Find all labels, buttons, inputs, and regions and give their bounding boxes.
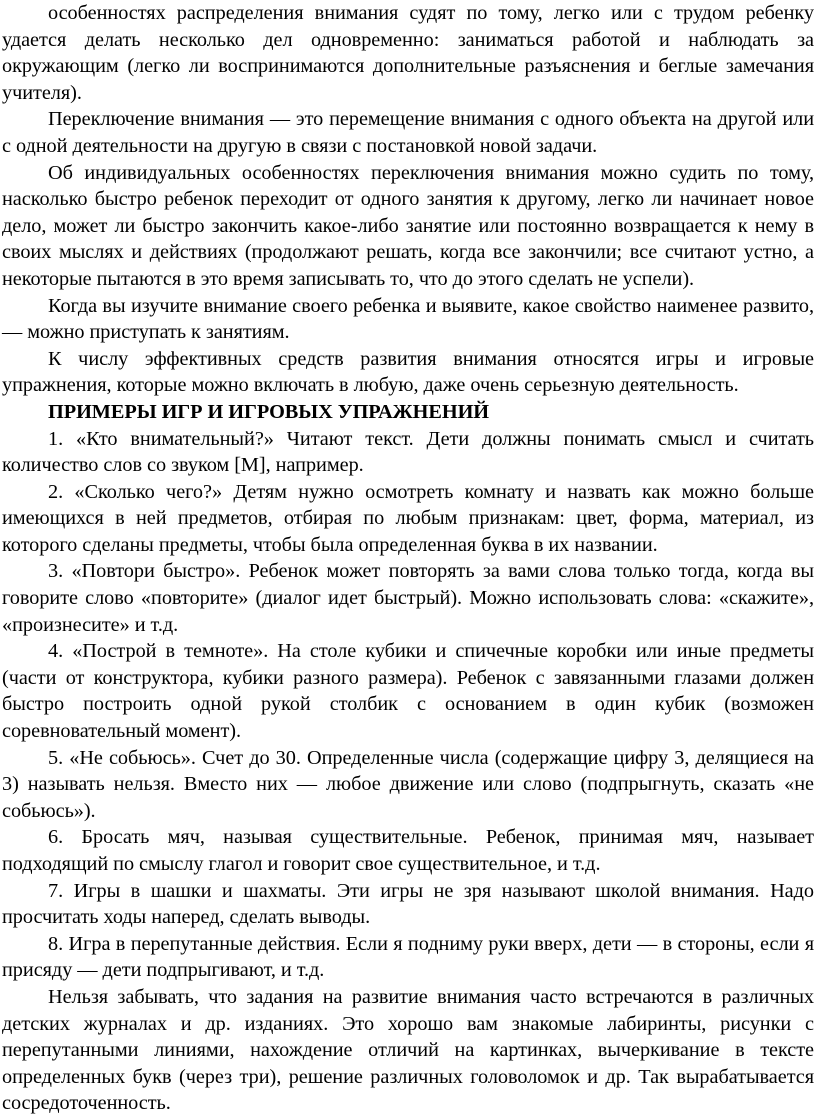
section-heading: ПРИМЕРЫ ИГР И ИГРОВЫХ УПРАЖНЕНИЙ — [48, 400, 490, 423]
paragraph-switching-features: Об индивидуальных особенностях переключения внимания можно судить по тому, насколько быстро ребенок переходит от одного занятия к другому, легко ли начинает новое дело, может ли быстро закончить какое-либо занятие или постоянно возвращается к нему в своих мыслях и действиях (продолжают решать, когда все закончили; все считают устно, а некоторые пытаются в это время записывать то, что до этого сделать не успели). — [2, 161, 814, 290]
paragraph-closing: Нельзя забывать, что задания на развитие внимания часто встречаются в различных детских журналах и др. изданиях. Это хорошо вам знакомые лабиринты, рисунки с перепутанными линиями, нахождение отличий на картинках, вычеркивание в тексте определенных букв (через три), решение различных головоломок и др. Так вырабатывается сосредоточенность. — [2, 985, 814, 1115]
list-item-6: 6. Бросать мяч, называя существительные. Ребенок, принимая мяч, называет подходящий по смыслу глагол и говорит свое существительное, и т.д. — [2, 826, 814, 875]
list-item-7: 7. Игры в шашки и шахматы. Эти игры не зря называют школой внимания. Надо просчитать ходы наперед, сделать выводы. — [2, 879, 814, 929]
paragraph-distribution: особенностях распределения внимания судят по тому, легко или с трудом ребенку удается делать несколько дел одновременно: заниматься работой и наблюдать за окружающим (легко ли воспринимаются дополнительные разъяснения и беглые замечания учителя). — [2, 2, 814, 104]
paragraph-games-effective: К числу эффективных средств развития внимания относятся игры и игровые упражнения, которые можно включать в любую, даже очень серьезную деятельность. — [2, 347, 814, 397]
paragraph-switching-definition: Переключение внимания — это перемещение внимания с одного объекта на другой или с одной деятельности на другую в связи с постановкой новой задачи. — [2, 108, 814, 157]
list-item-8: 8. Игра в перепутанные действия. Если я подниму руки вверх, дети — в стороны, если я присяду — дети подпрыгивают, и т.д. — [2, 932, 814, 982]
list-item-2: 2. «Сколько чего?» Детям нужно осмотреть комнату и назвать как можно больше имеющихся в ней предметов, отбирая по любым признакам: цвет, форма, материал, из которого сделаны предметы, чтобы была определенная буква в их названии. — [2, 480, 814, 556]
paragraph-start-lessons: Когда вы изучите внимание своего ребенка и выявите, какое свойство наименее развито, — можно приступать к занятиям. — [2, 294, 814, 344]
list-item-1: 1. «Кто внимательный?» Читают текст. Дети должны понимать смысл и считать количество слов со звуком [М], например. — [2, 427, 814, 477]
list-item-3: 3. «Повтори быстро». Ребенок может повторять за вами слова только тогда, когда вы говорите слово «повторите» (диалог идет быстрый). Можно использовать слова: «скажите», «произнесите» и т.д. — [2, 560, 814, 636]
list-item-5: 5. «Не собьюсь». Счет до 30. Определенные числа (содержащие цифру 3, делящиеся на 3) называть нельзя. Вместо них — любое движение или слово (подпрыгнуть, сказать «не собьюсь»). — [2, 746, 814, 822]
list-item-4: 4. «Построй в темноте». На столе кубики и спичечные коробки или иные предметы (части от конструктора, кубики разного размера). Ребенок с завязанными глазами должен быстро построить одной рукой столбик с основанием в один кубик (возможен соревновательный момент). — [2, 640, 814, 743]
